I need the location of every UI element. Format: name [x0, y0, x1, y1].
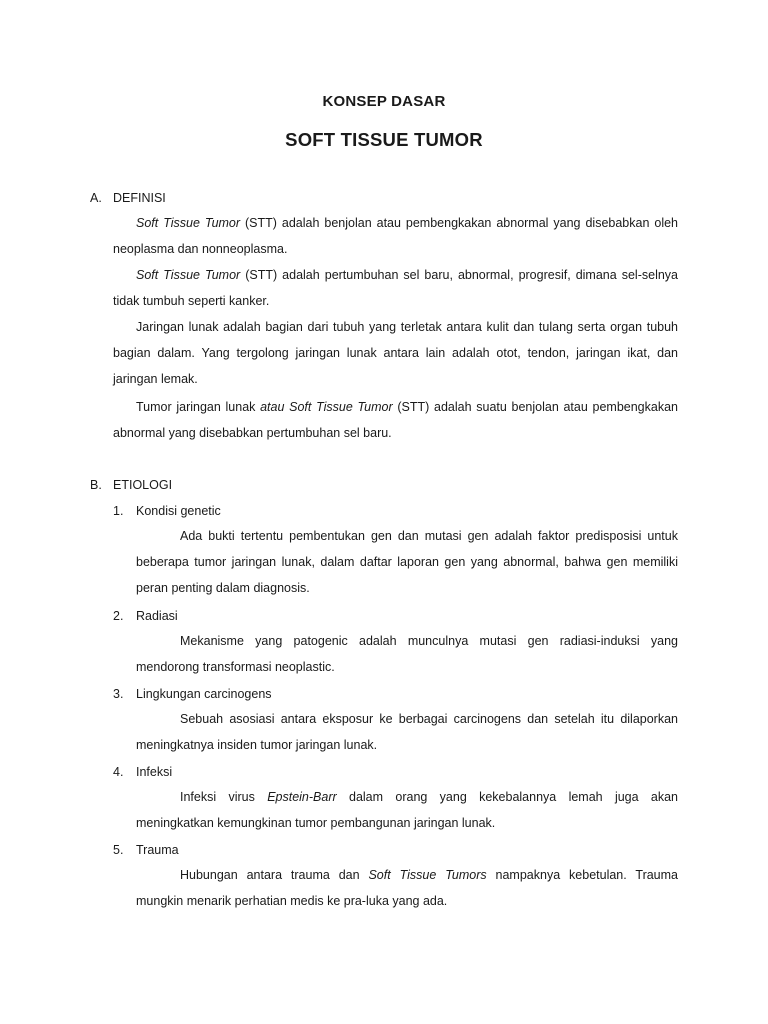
section-b-title: ETIOLOGI: [113, 478, 173, 492]
etiology-item-4-pre: Infeksi virus: [180, 790, 268, 804]
etiology-item-1-text: Ada bukti tertentu pembentukan gen dan mutasi gen adalah faktor predisposisi untuk beberapa tumor jaringan lunak, dalam daftar laporan gen yang abnormal, bahwa gen memiliki peran penting dalam diagnosis.: [136, 529, 678, 595]
section-b-letter: B.: [90, 478, 102, 492]
definition-1-text: (STT) adalah benjolan atau pembengkakan abnormal yang disebabkan oleh neoplasma dan nonneoplasma.: [113, 216, 678, 256]
etiology-item-5-number: 5.: [113, 843, 124, 857]
etiology-item-5-pre: Hubungan antara trauma dan: [180, 868, 369, 882]
etiology-item-2-number: 2.: [113, 609, 124, 623]
definition-4-pre: Tumor jaringan lunak: [136, 400, 261, 414]
section-a-title: DEFINISI: [113, 191, 166, 205]
etiology-item-4-italic: Epstein-Barr: [267, 790, 337, 804]
document-title: KONSEP DASAR: [322, 93, 446, 110]
etiology-item-2-heading: [113, 608, 178, 624]
etiology-item-3-heading: [113, 686, 272, 702]
document-subtitle: SOFT TISSUE TUMOR: [285, 129, 483, 150]
etiology-item-4-rest: dalam orang yang kekebalannya lemah juga akan meningkatkan kemungkinan tumor pembangunan jaringan lunak.: [136, 790, 679, 830]
etiology-item-5-italic: Soft Tissue Tumors: [368, 868, 487, 882]
etiology-item-2-title: Radiasi: [136, 609, 178, 623]
etiology-item-4-heading: [113, 764, 172, 780]
etiology-item-5-rest: nampaknya kebetulan. Trauma mungkin menarik perhatian medis ke pra-luka yang ada.: [136, 868, 678, 908]
section-a-heading: [90, 190, 166, 206]
section-a-letter: A.: [90, 191, 102, 205]
etiology-item-5-heading: [113, 842, 179, 858]
definition-4-text: (STT) adalah suatu benjolan atau pembengkakan abnormal yang disebabkan pertumbuhan sel baru.: [113, 400, 678, 440]
section-b-heading: [90, 477, 172, 493]
etiology-item-5-title: Trauma: [136, 843, 179, 857]
definition-paragraph-2: [113, 262, 678, 314]
definition-2-italic: Soft Tissue Tumor: [136, 268, 241, 282]
etiology-item-2-text: Mekanisme yang patogenic adalah munculnya mutasi gen radiasi-induksi yang mendorong transformasi neoplastic.: [136, 634, 678, 674]
etiology-item-1-number: 1.: [113, 504, 124, 518]
etiology-item-1-heading: [113, 503, 221, 519]
etiology-item-3-text: Sebuah asosiasi antara eksposur ke berbagai carcinogens dan setelah itu dilaporkan meningkatnya insiden tumor jaringan lunak.: [136, 712, 678, 752]
etiology-item-5-text: [136, 862, 678, 914]
definition-2-text: (STT) adalah pertumbuhan sel baru, abnormal, progresif, dimana sel-selnya tidak tumbuh seperti kanker.: [113, 268, 678, 308]
definition-1-italic: Soft Tissue Tumor: [136, 216, 241, 230]
definition-paragraph-4: [113, 394, 678, 446]
etiology-item-3-number: 3.: [113, 687, 124, 701]
etiology-item-4-title: Infeksi: [136, 765, 173, 779]
etiology-item-3-title: Lingkungan carcinogens: [136, 687, 272, 701]
etiology-item-1-title: Kondisi genetic: [136, 504, 221, 518]
etiology-item-4-number: 4.: [113, 765, 124, 779]
etiology-item-4-text: [136, 784, 678, 836]
definition-paragraph-1: [113, 210, 678, 262]
definition-4-italic: atau Soft Tissue Tumor: [260, 400, 393, 414]
definition-paragraph-3: Jaringan lunak adalah bagian dari tubuh yang terletak antara kulit dan tulang serta organ tubuh bagian dalam. Yang tergolong jaringan lunak antara lain adalah otot, tendon, jaringan ikat, dan jaringan lemak.: [113, 320, 678, 386]
